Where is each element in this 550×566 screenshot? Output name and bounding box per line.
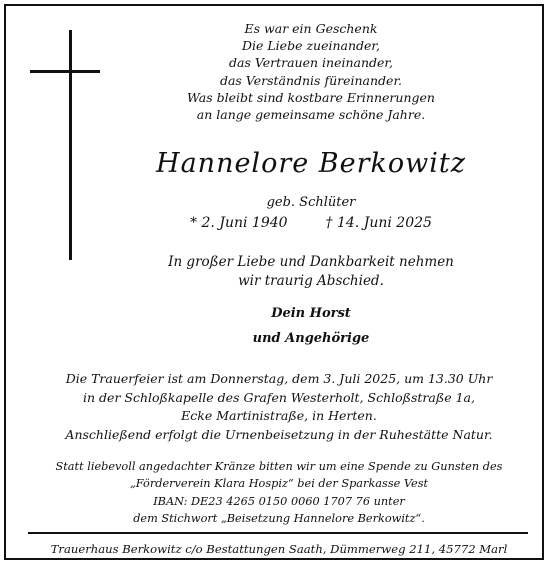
donation-line: dem Stichwort „Beisetzung Hannelore Berkowitz“. (133, 511, 425, 525)
details-line: in der Schloßkapelle des Grafen Westerholt, Schloßstraße 1a, (83, 389, 475, 405)
life-dates (101, 215, 521, 231)
donation-line: „Förderverein Klara Hospiz“ bei der Sparkasse Vest (129, 477, 429, 491)
birth-name: geb. Schlüter (266, 195, 356, 210)
donation-line: Statt liebevoll angedachter Kränze bitten wir um eine Spende zu Gunsten des (55, 460, 503, 473)
divider (28, 532, 528, 534)
mourning-house-address: Trauerhaus Berkowitz c/o Bestattungen Saath, Dümmerweg 211, 45772 Marl (50, 542, 508, 556)
cross-icon (30, 30, 100, 260)
farewell-line: In großer Liebe und Dankbarkeit nehmen (168, 254, 454, 270)
poem-line: Die Liebe zueinander, (241, 38, 381, 54)
poem-line: Was bleibt sind kostbare Erinnerungen (187, 89, 435, 105)
signer-line: und Angehörige (252, 331, 370, 346)
farewell-line: wir traurig Abschied. (238, 273, 384, 289)
farewell-text (101, 253, 521, 291)
cross-vertical-bar (69, 30, 72, 260)
funeral-details (16, 370, 542, 444)
details-line: Anschließend erfolgt die Urnenbeisetzung in der Ruhestätte Natur. (65, 426, 493, 442)
birth-date: * 2. Juni 1940 (190, 215, 288, 231)
death-date: † 14. Juni 2025 (325, 215, 432, 231)
signers (101, 301, 521, 351)
poem-line: das Vertrauen ineinander, (229, 55, 393, 71)
donation-request (16, 458, 542, 527)
poem-line: Es war ein Geschenk (244, 21, 378, 36)
details-line: Die Trauerfeier ist am Donnerstag, dem 3. Juli 2025, um 13.30 Uhr (65, 371, 493, 386)
poem-line: an lange gemeinsame schöne Jahre. (196, 107, 426, 123)
poem-line: das Verständnis füreinander. (219, 72, 403, 88)
cross-horizontal-bar (30, 70, 100, 73)
deceased-name: Hannelore Berkowitz (156, 148, 466, 179)
signer-line: Dein Horst (271, 306, 351, 321)
obituary-notice (4, 4, 544, 560)
details-line: Ecke Martinistraße, in Herten. (181, 408, 377, 423)
donation-line: IBAN: DE23 4265 0150 0060 1707 76 unter (153, 494, 405, 508)
poem (101, 20, 521, 123)
